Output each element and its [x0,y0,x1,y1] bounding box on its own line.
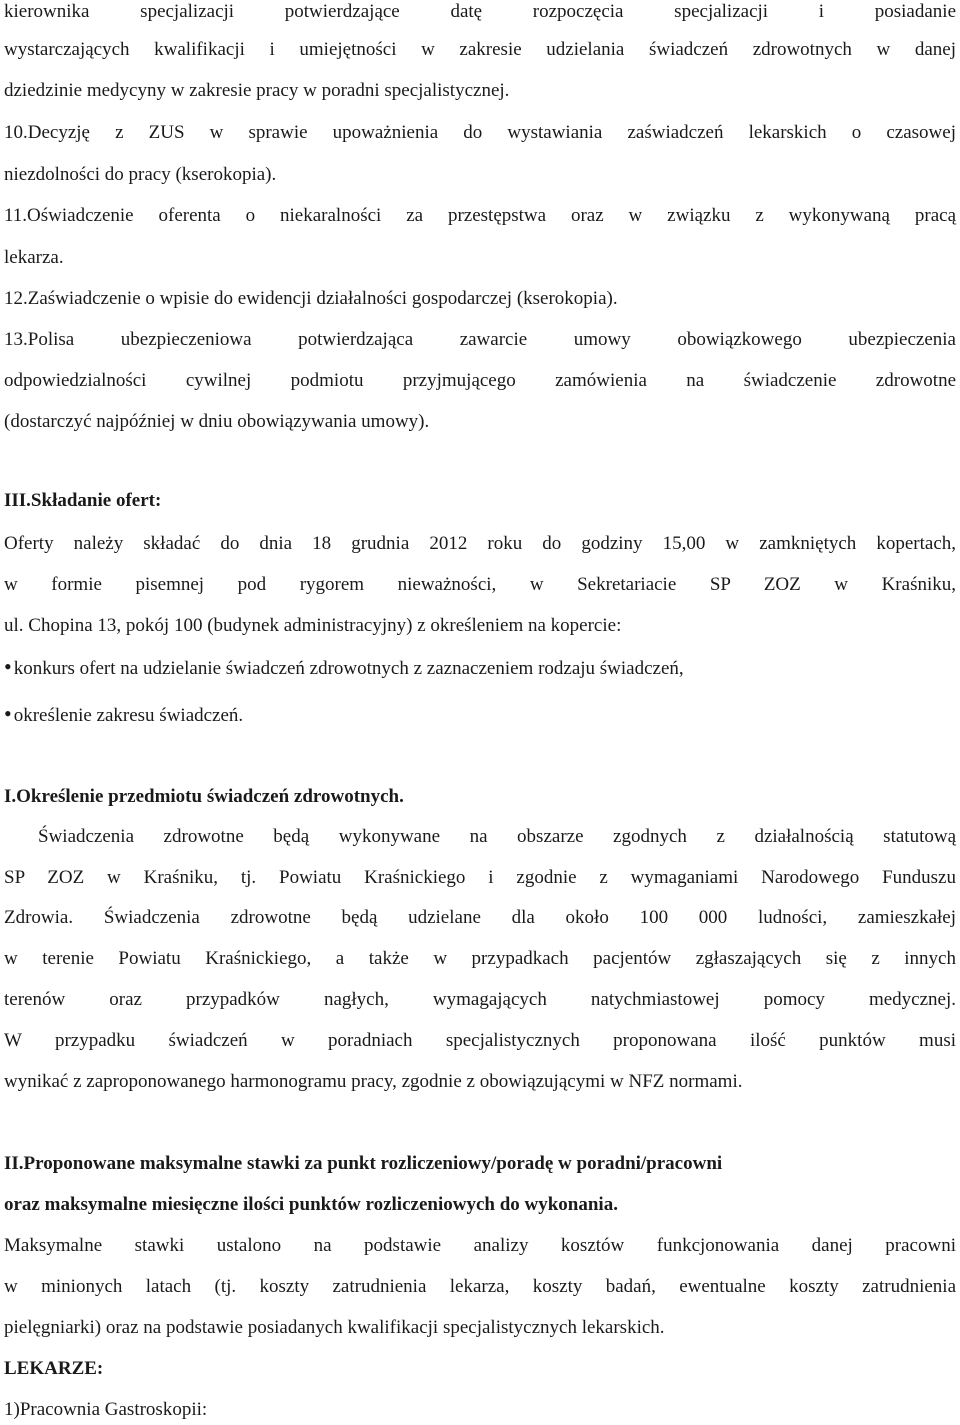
text-line: Zdrowia. Świadczenia zdrowotne będą udzielane dla około 100 000 ludności, zamieszkałej [4,907,956,928]
bullet-text: określenie zakresu świadczeń. [13,705,244,726]
text-line: terenów oraz przypadków nagłych, wymagających natychmiastowej pomocy medycznej. [4,989,956,1010]
text-line: pielęgniarki) oraz na podstawie posiadanych kwalifikacji specjalistycznych lekarskich. [4,1317,665,1338]
text-line: 1)Pracownia Gastroskopii: [4,1399,208,1420]
text-line: wystarczających kwalifikacji i umiejętności w zakresie udzielania świadczeń zdrowotnych w danej [4,39,956,60]
text-line: w formie pisemnej pod rygorem nieważności, w Sekretariacie SP ZOZ w Kraśniku, [4,574,956,595]
text-line: Świadczenia zdrowotne będą wykonywane na obszarze zgodnych z działalnością statutową [38,826,956,847]
text-line: W przypadku świadczeń w poradniach specjalistycznych proponowana ilość punktów musi [4,1030,956,1051]
list-item-10: 10.Decyzję z ZUS w sprawie upoważnienia do wystawiania zaświadczeń lekarskich o czasowej [4,122,956,143]
bullet-item [4,655,956,681]
section-heading-i: I.Określenie przedmiotu świadczeń zdrowotnych. [4,786,404,807]
subheading-lekarze: LEKARZE: [4,1358,104,1379]
text-line: SP ZOZ w Kraśniku, tj. Powiatu Kraśnickiego i zgodnie z wymaganiami Narodowego Funduszu [4,867,956,888]
section-heading-iii: III.Składanie ofert: [4,490,162,511]
text-line: niezdolności do pracy (kserokopia). [4,164,277,185]
text-line: Maksymalne stawki ustalono na podstawie analizy kosztów funkcjonowania danej pracowni [4,1235,956,1256]
text-line: lekarza. [4,247,64,268]
bullet-item [4,702,956,728]
text-line: kierownika specjalizacji potwierdzające datę rozpoczęcia specjalizacji i posiadanie [4,1,956,22]
text-line: ul. Chopina 13, pokój 100 (budynek administracyjny) z określeniem na kopercie: [4,615,622,636]
text-line: dziedzinie medycyny w zakresie pracy w poradni specjalistycznej. [4,80,510,101]
text-line: (dostarczyć najpóźniej w dniu obowiązywania umowy). [4,411,430,432]
bullet-text: konkurs ofert na udzielanie świadczeń zdrowotnych z zaznaczeniem rodzaju świadczeń, [13,658,684,679]
list-item-12: 12.Zaświadczenie o wpisie do ewidencji działalności gospodarczej (kserokopia). [4,288,618,309]
text-line: w terenie Powiatu Kraśnickiego, a także w przypadkach pacjentów zgłaszających się z innych [4,948,956,969]
text-line: Oferty należy składać do dnia 18 grudnia 2012 roku do godziny 15,00 w zamkniętych kopertach, [4,533,956,554]
section-heading-ii-cont: oraz maksymalne miesięczne ilości punktów rozliczeniowych do wykonania. [4,1194,618,1215]
text-line: odpowiedzialności cywilnej podmiotu przyjmującego zamówienia na świadczenie zdrowotne [4,370,956,391]
section-heading-ii: II.Proponowane maksymalne stawki za punkt rozliczeniowy/poradę w poradni/pracowni [4,1153,723,1174]
text-line: wynikać z zaproponowanego harmonogramu pracy, zgodnie z obowiązującymi w NFZ normami. [4,1071,743,1092]
text-line: w minionych latach (tj. koszty zatrudnienia lekarza, koszty badań, ewentualne koszty zatrudnienia [4,1276,956,1297]
list-item-11: 11.Oświadczenie oferenta o niekaralności za przestępstwa oraz w związku z wykonywaną pracą [4,205,956,226]
list-item-13: 13.Polisa ubezpieczeniowa potwierdzająca zawarcie umowy obowiązkowego ubezpieczenia [4,329,956,350]
